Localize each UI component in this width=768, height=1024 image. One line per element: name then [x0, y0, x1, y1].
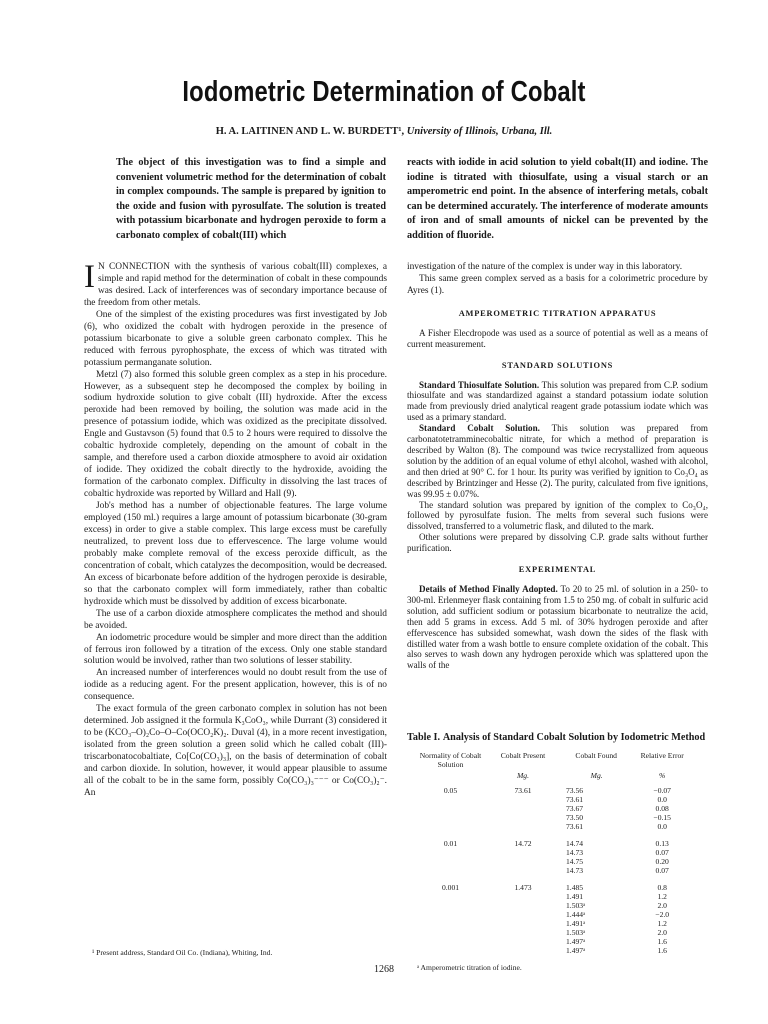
table-value: 0.20 [655, 857, 669, 866]
header-normality: Normality of Cobalt Solution [419, 751, 482, 769]
table-footnote: ᵃ Amperometric titration of iodine. [417, 963, 522, 972]
heading-experimental: EXPERIMENTAL [518, 565, 597, 575]
runin-details: Details of Method Finally Adopted. [419, 584, 558, 595]
cell-normality: 0.05 [443, 786, 458, 795]
cell-present: 14.72 [514, 839, 532, 848]
drop-cap: I [84, 259, 95, 295]
paragraph-investigation: investigation of the nature of the complex is under way in this laboratory. [407, 262, 683, 272]
paragraph-iodometric: An iodometric procedure would be simpler and more direct than the addition of ferrous iron followed by a titration of the excess. Only one stable standard solution would be involved, rather than two solutions of lesser stability. [84, 632, 387, 667]
intro-text: N CONNECTION with the synthesis of various cobalt(III) complexes, a simple and rapid method for the determination of cobalt in these compounds was desired. Lack of interferences was of secondary importance because of the freedom from other metals. [84, 262, 387, 308]
unit-normality [407, 771, 494, 786]
paragraph-other-solutions: Other solutions were prepared by dissolving C.P. grade salts without further purification. [407, 532, 708, 554]
author-affiliation: University of Illinois, Urbana, Ill. [406, 126, 553, 137]
table-value: 0.07 [655, 866, 669, 875]
table-value: 1.2 [657, 919, 667, 928]
cell-present: 73.61 [514, 786, 532, 795]
cell-error [627, 839, 697, 875]
paragraph-formula: The exact formula of the green carbonato complex in solution has not been determined. Job assigned it the formula K₃CoO₃, while Durrant (3) considered it to be (KCO₃–O)₂Co–O–Co(OCO₂K)₂. Duval (4), in a more recent investigation, isolated from the green solution a green solid which he called cobalt (III)-triscarbonatocobaltiate, Co[Co(CO₃)₃], on the basis of determination of cobalt and carbon dioxide. In solution, however, it would appear plausible to assume all of the cobalt to be in the same form, possibly Co(CO₃)₃⁻⁻⁻ or Co(CO₃)₂⁻. An [84, 704, 387, 798]
header-present: Cobalt Present [500, 751, 546, 760]
table-value: 73.56 [566, 786, 584, 795]
table-value: 73.50 [566, 813, 584, 822]
table-value: 14.75 [566, 857, 584, 866]
table-data [407, 750, 697, 955]
abstract-right: reacts with iodide in acid solution to yield cobalt(II) and iodine. The iodine is titrated with thiosulfate, using a visual starch or an amperometric end point. In the absence of interfering metals, cobalt can be determined accurately. The interference of moderate amounts of iron and of small amounts of nickel can be prevented by the addition of fluoride. [407, 157, 708, 241]
table-value: 1.485 [566, 883, 584, 892]
table-value: 0.13 [655, 839, 669, 848]
cell-error [627, 786, 697, 831]
table-row [407, 786, 697, 831]
table-value: 14.73 [566, 848, 584, 857]
paragraph-job: One of the simplest of the existing procedures was first investigated by Job (6), who oxidized the cobalt with hydrogen peroxide in the presence of potassium bicarbonate to give a soluble green carbonato complex. This he reduced with ferrous pyrophosphate, the excess of which was titrated with potassium permanganate solution. [84, 309, 387, 368]
table-value: 0.08 [655, 804, 669, 813]
heading-solutions: STANDARD SOLUTIONS [501, 360, 614, 370]
table-row [407, 839, 697, 875]
cell-found [552, 786, 627, 831]
author-line [0, 126, 768, 137]
table-value: 2.0 [657, 928, 667, 937]
table-value: 1.497ᵃ [566, 937, 586, 946]
cell-present: 1.473 [514, 883, 532, 892]
table-row [407, 883, 697, 955]
paragraph-objections: Job's method has a number of objectionable features. The large volume employed (150 ml.) requires a large amount of potassium bicarbonate (30-gram excess) in order to give a stable complex. This large excess must be carefully neutralized, to prevent loss due to effervescence. The large volume would probably make complete removal of the excess peroxide difficult, as the concentration of cobalt, which catalyzes the decomposition, would be decreased. An excess of bicarbonate before addition of the hydrogen peroxide is desirable, so that the carbonato complex will form immediately, rather than cobaltic hydroxide which must be dissolved by addition of excess bicarbonate. [84, 501, 388, 607]
table-value: 0.0 [657, 795, 667, 804]
table-value: 0.0 [657, 822, 667, 831]
runin-cobalt: Standard Cobalt Solution. [419, 423, 540, 434]
paragraph-apparatus: A Fisher Elecdropode was used as a source of potential as well as a means of current measurement. [407, 327, 708, 349]
table-value: 1.2 [657, 892, 667, 901]
heading-apparatus: AMPEROMETRIC TITRATION APPARATUS [458, 308, 657, 318]
paragraph-details [407, 584, 708, 671]
author-names: H. A. LAITINEN AND L. W. BURDETT¹, [215, 126, 405, 137]
header-error: Relative Error [640, 751, 684, 760]
table-value: 1.6 [657, 946, 667, 955]
table-label: Table I. [407, 732, 441, 743]
table-value: 0.07 [655, 848, 669, 857]
unit-error: % [659, 771, 666, 780]
table-units-row [407, 771, 697, 786]
text-thiosulfate: This solution was prepared from C.P. sodium thiosulfate and was standardized against a standard potassium iodate solution made from previously dried analytical reagent grade potassium iodate which was used as a primary standard. [407, 379, 709, 423]
table-spacer [407, 875, 697, 883]
table-value: 1.491 [566, 892, 584, 901]
runin-thiosulfate: Standard Thiosulfate Solution. [419, 379, 540, 390]
article-title: Iodometric Determination of Cobalt [182, 76, 586, 108]
table-caption: Analysis of Standard Cobalt Solution by Iodometric Method [442, 732, 706, 743]
table-value: 2.0 [657, 901, 667, 910]
table-value: 73.67 [566, 804, 584, 813]
table-value: 1.497ᵃ [566, 946, 586, 955]
cell-normality: 0.01 [443, 839, 458, 848]
table-value: 1.6 [657, 937, 667, 946]
paragraph-thiosulfate [407, 380, 708, 424]
paragraph-co2: The use of a carbon dioxide atmosphere complicates the method and should be avoided. [84, 608, 387, 631]
intro-paragraph [84, 259, 387, 310]
table-value: 73.61 [566, 795, 584, 804]
table-1 [407, 732, 708, 972]
right-column [407, 262, 708, 671]
unit-present: Mg. [516, 771, 530, 780]
table-value: 1.503ᵃ [566, 901, 586, 910]
table-title [407, 732, 708, 744]
cell-normality: 0.001 [441, 883, 460, 892]
left-column [84, 259, 388, 800]
table-spacer [407, 831, 697, 839]
text-details: To 20 to 25 ml. of solution in a 250- to 300-ml. Erlenmeyer flask containing from 1.5 to 250 mg. of cobalt in sulfuric acid solution, add sufficient sodium or potassium bicarbonate to neutralize the acid, then add 5 grams in excess. Add 5 ml. of 30% hydrogen peroxide and after effervescence has subsided somewhat, wash down the sides of the flask with distilled water from a wash bottle to ensure complete oxidation of the cobalt. This also serves to wash down any hydrogen peroxide which was splattered upon the walls of the [407, 584, 708, 671]
table-header-row [407, 750, 697, 771]
table-value: 14.73 [566, 866, 584, 875]
text-cobalt: This solution was prepared from carbonatotetramminecobaltic nitrate, for which a method of preparation is described by Walton (8). The compound was twice recrystallized from aqueous solution by the addition of an equal volume of ethyl alcohol, washed with alcohol, and then dried at 90° C. for 1 hour. Its purity was verified by ignition to Co₃O₄ as described by Brintzinger and Hesse (2). The purity, calculated from five ignitions, was 99.95 ± 0.07%. [407, 423, 708, 499]
table-value: −0.07 [653, 786, 671, 795]
table-value: −0.15 [653, 813, 671, 822]
paragraph-cobalt-solution [407, 423, 708, 499]
table-value: −2.0 [655, 910, 670, 919]
paragraph-standard-prep: The standard solution was prepared by ignition of the complex to Co₃O₄, followed by pyrosulfate fusion. The melts from several such fusions were dissolved, transferred to a volumetric flask, and diluted to the mark. [407, 499, 708, 532]
table-value: 73.61 [566, 822, 584, 831]
cell-found [552, 839, 627, 875]
table-value: 1.503ᵃ [566, 928, 586, 937]
unit-found: Mg. [590, 771, 603, 780]
abstract-left: The object of this investigation was to find a simple and convenient volumetric method for the determination of cobalt in complex compounds. The sample is prepared by ignition to the oxide and fusion with pyrosulfate. The solution is treated with potassium bicarbonate and hydrogen peroxide to form a carbonato complex of cobalt(III) which [116, 157, 386, 241]
cell-found [552, 883, 627, 955]
paragraph-interferences: An increased number of interferences would no doubt result from the use of iodide as a reducing agent. For the present application, however, this is of no consequence. [84, 668, 387, 703]
paragraph-ayres: This same green complex served as a basis for a colorimetric procedure by Ayres (1). [407, 273, 708, 296]
table-value: 14.74 [566, 839, 584, 848]
table-value: 1.491ᵃ [566, 919, 586, 928]
page-number: 1268 [374, 964, 394, 975]
footnote: ¹ Present address, Standard Oil Co. (Indiana), Whiting, Ind. [92, 948, 273, 957]
table-value: 0.8 [657, 883, 667, 892]
paragraph-metzl: Metzl (7) also formed this soluble green complex as a step in his procedure. However, as a subsequent step he decomposed the complex by boiling in sodium hydroxide solution to give cobalt (III) hydroxide. After the excess peroxide had been removed by boiling, the solution was made acid in the presence of potassium iodide, which was oxidized as the precipitate dissolved. Engle and Gustavson (5) found that 0.5 to 2 hours were required to dissolve the cobaltic hydroxide completely, depending on the amount of cobalt in the sample, and therefore used a carbon dioxide atmosphere to avoid air oxidation of iodide. They oxidized the cobalt directly to the hydroxide, avoiding the formation of the carbonato complex. Difficulty in dissolving the last traces of cobaltic hydroxide was reported by Willard and Hall (9). [84, 369, 387, 500]
cell-error [627, 883, 697, 955]
header-found: Cobalt Found [575, 751, 617, 760]
table-value: 1.444ᵃ [566, 910, 586, 919]
